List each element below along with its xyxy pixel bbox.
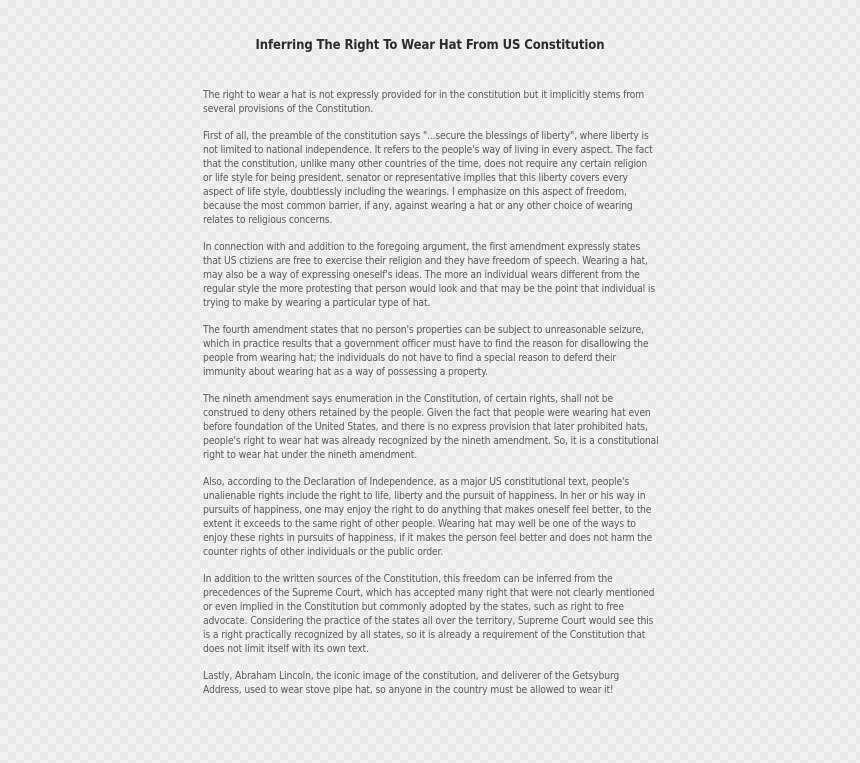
paragraph-6: Also, according to the Declaration of Independence, as a major US constitutional text, people's unalienable rights include the right to life, liberty and the pursuit of happiness. In her or his way in pursuits of happiness, one may enjoy the right to do anything that makes oneself feel better, to the extent it exceeds to the same right of other people. Wearing hat may well be one of the ways to enjoy these rights in pursuits of happiness, if it makes the person feel better and does not harm the counter rights of other individuals or the public order. [203,476,653,558]
paragraph-2: First of all, the preamble of the constitution says "...secure the blessings of liberty", where liberty is not limited to national independence. It refers to the people's way of living in every aspect. The fact that the constitution, unlike many other countries of the time, does not require any certain religion or life style for being president, senator or representative implies that this liberty covers every aspect of life style, doubtlessly including the wearings. I emphasize on this aspect of freedom, because the most common barrier, if any, against wearing a hat or any other choice of wearing relates to religious concerns. [203,130,653,226]
paragraph-5: The nineth amendment says enumeration in the Constitution, of certain rights, shall not be construed to deny others retained by the people. Given the fact that people were wearing hat even before foundation of the United States, and there is no express provision that later prohibited hats, people's right to wear hat was already recognized by the nineth amendment. So, it is a constitutional right to wear hat under the nineth amendment. [203,393,659,461]
document-body [203,88,659,710]
paragraph-8: Lastly, Abraham Lincoln, the iconic image of the constitution, and deliverer of the Getsyburg Address, used to wear stove pipe hat, so anyone in the country must be allowed to wear it! [203,670,620,696]
paragraph-3: In connection with and addition to the foregoing argument, the first amendment expressly states that US ctiziens are free to exercise their religion and they have freedom of speech. Wearing a hat, may also be a way of expressing oneself's ideas. The more an individual wears different from the regular style the more protesting that person would look and that may be the point that individual is trying to make by wearing a particular type of hat. [203,241,655,309]
page-title: Inferring The Right To Wear Hat From US Constitution [255,38,605,53]
paragraph-1: The right to wear a hat is not expressly provided for in the constitution but it implicitly stems from several provisions of the Constitution. [203,89,645,115]
paragraph-7: In addition to the written sources of the Constitution, this freedom can be inferred from the precedences of the Supreme Court, which has accepted many right that were not clearly mentioned or even implied in the Constitution but commonly adopted by the states, such as right to free advocate. Considering the practice of the states all over the territory, Supreme Court would see this is a right practically recognized by all states, so it is already a requirement of the Constitution that does not limit itself with its own text. [203,573,655,655]
paragraph-4: The fourth amendment states that no person's properties can be subject to unreasonable seizure, which in practice results that a government officer must have to find the reason for disallowing the people from wearing hat; the individuals do not have to find a special reason to deferd their immunity about wearing hat as a way of possessing a property. [203,324,649,378]
